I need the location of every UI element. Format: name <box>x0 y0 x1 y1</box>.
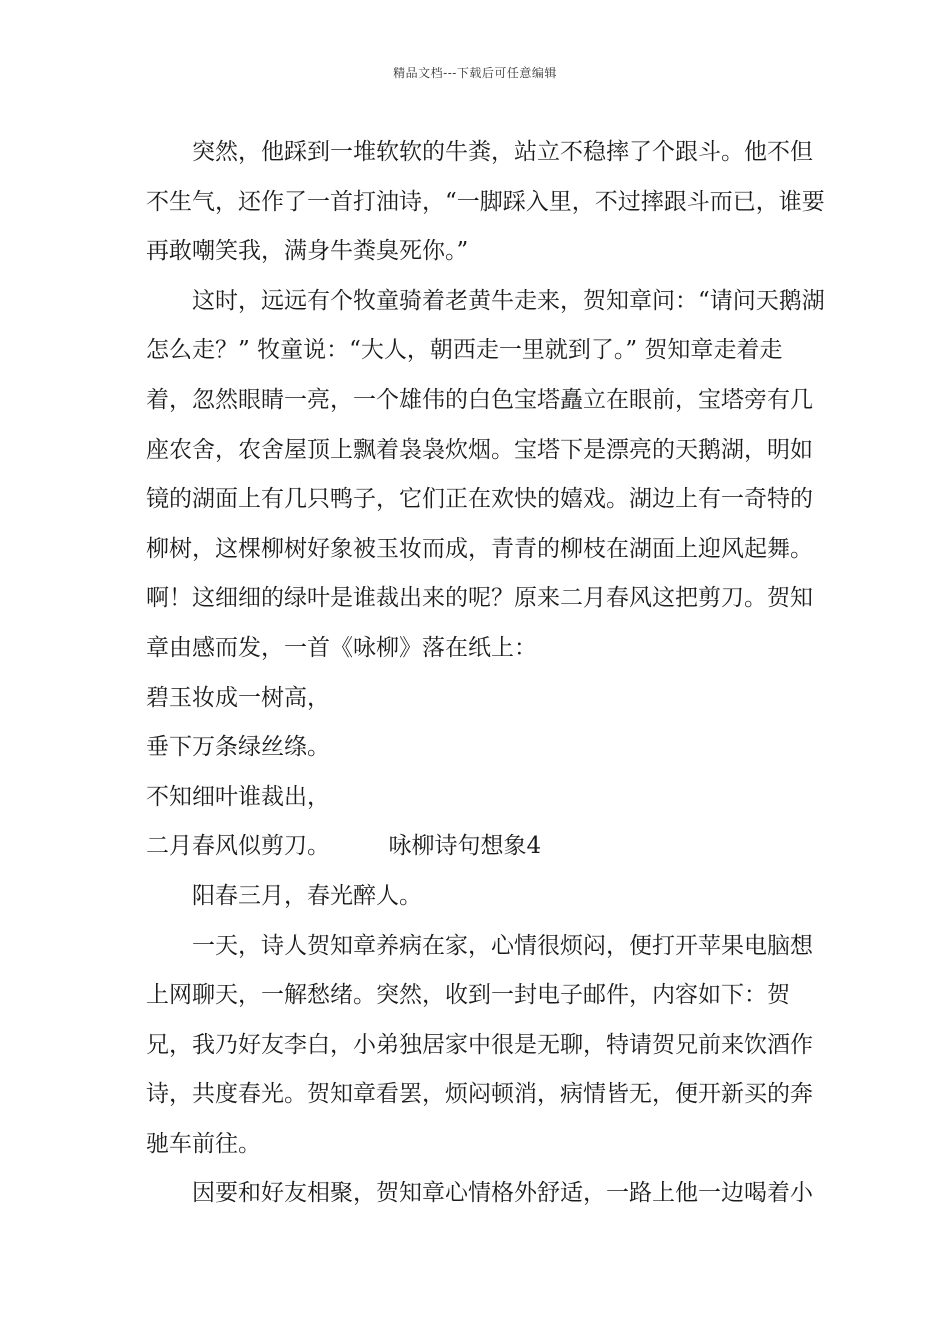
paragraph-1: 突然，他踩到一堆软软的牛粪，站立不稳摔了个跟斗。他不但不生气，还作了一首打油诗，“一脚踩入里，不过摔跟斗而已，谁要再敢嘲笑我，满身牛粪臭死你。” <box>146 139 825 265</box>
paragraph-2: 这时，远远有个牧童骑着老黄牛走来，贺知章问：“请问天鹅湖怎么走？” 牧童说：“大人，朝西走一里就到了。” 贺知章走着走着，忽然眼睛一亮，一个雄伟的白色宝塔矗立在眼前，宝塔旁有几座农舍，农舍屋顶上飘着袅袅炊烟。宝塔下是漂亮的天鹅湖，明如镜的湖面上有几只鸭子，它们正在欢快的嬉戏。湖边上有一奇特的柳树，这棵柳树好象被玉妆而成，青青的柳枝在湖面上迎风起舞。啊！这细细的绿叶是谁裁出来的呢？原来二月春风这把剪刀。贺知章由感而发，一首《咏柳》落在纸上： <box>146 287 825 661</box>
document-body <box>146 128 826 1219</box>
poem-line-2: 垂下万条绿丝绦。 <box>146 734 330 761</box>
page-header: 精品文档---下载后可任意编辑 <box>393 66 557 80</box>
poem-line-4-with-title: 二月春风似剪刀。 咏柳诗句想象4 <box>146 833 542 860</box>
paragraph-3: 阳春三月，春光醉人。 <box>192 882 422 909</box>
paragraph-4: 一天，诗人贺知章养病在家，心情很烦闷，便打开苹果电脑想上网聊天，一解愁绪。突然，收到一封电子邮件，内容如下：贺兄，我乃好友李白，小弟独居家中很是无聊，特请贺兄前来饮酒作诗，共度春光。贺知章看罢，烦闷顿消，病情皆无，便开新买的奔驰车前往。 <box>146 932 813 1157</box>
poem-line-1: 碧玉妆成一树高， <box>146 684 330 711</box>
paragraph-5: 因要和好友相聚，贺知章心情格外舒适，一路上他一边喝着小 <box>192 1180 813 1207</box>
poem-line-3: 不知细叶谁裁出， <box>146 783 330 810</box>
